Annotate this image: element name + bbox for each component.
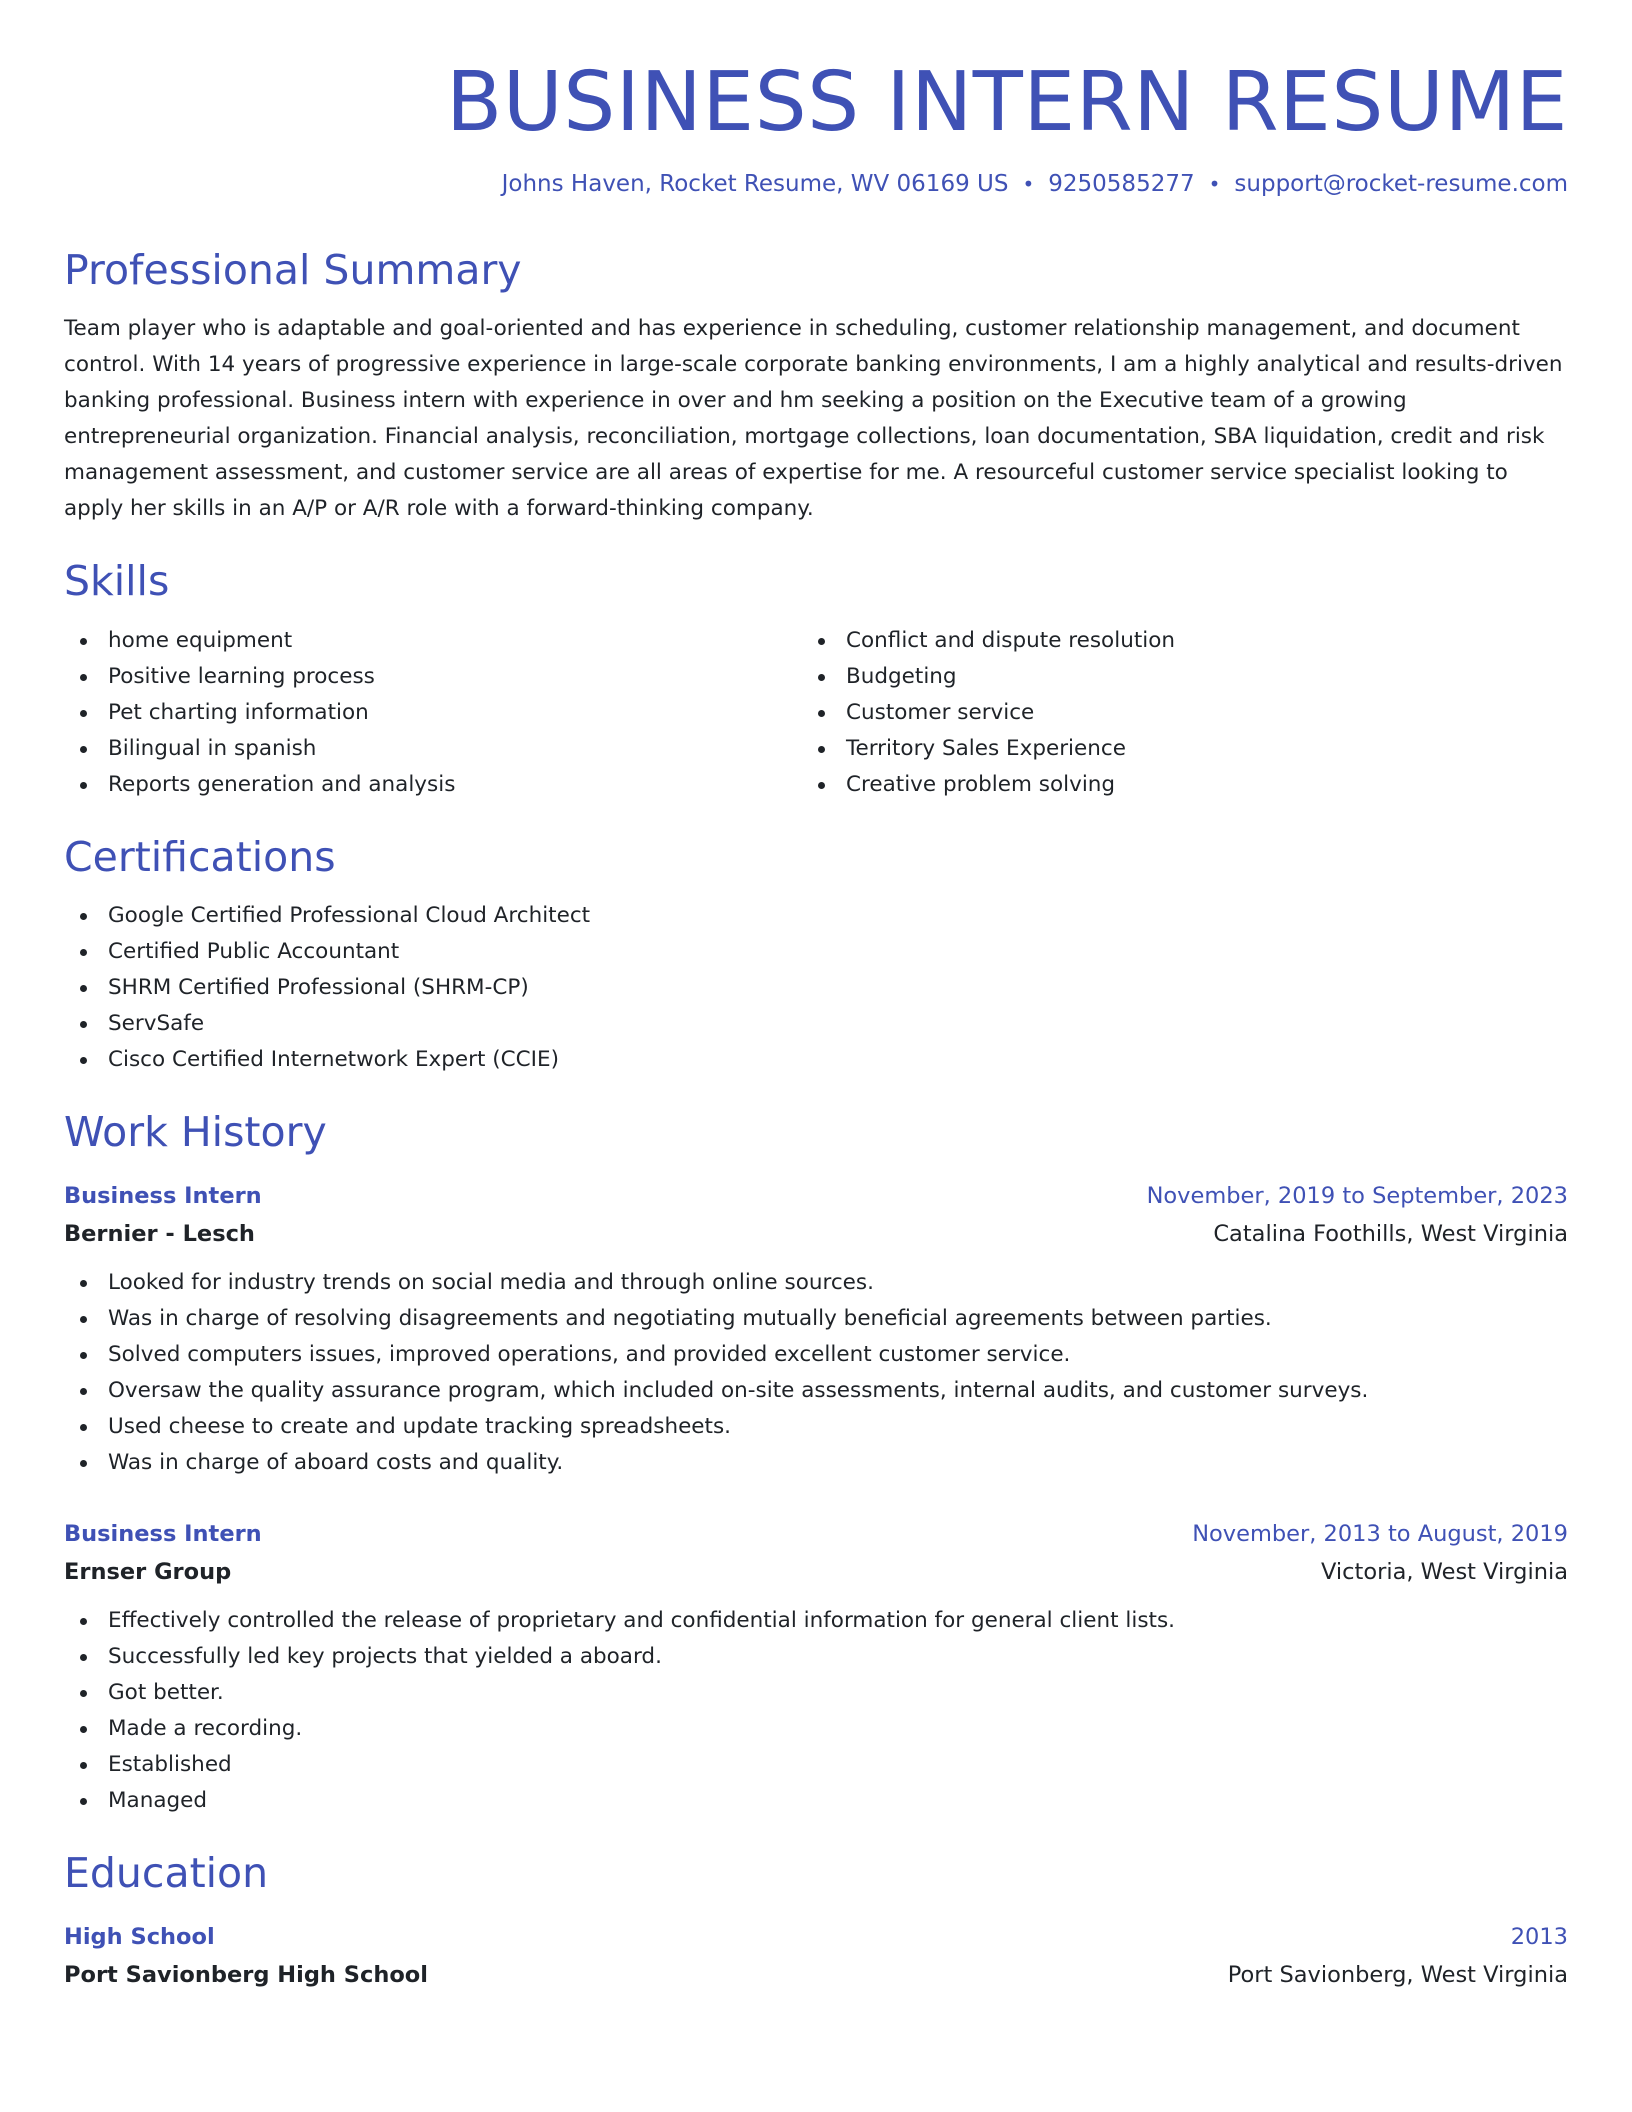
job-role: Business Intern: [64, 1520, 262, 1547]
job-duty-item: Was in charge of resolving disagreements and negotiating mutually beneficial agreements between parties.: [64, 1301, 1568, 1337]
certification-item: SHRM Certified Professional (SHRM-CP): [64, 970, 1568, 1006]
skill-item: Creative problem solving: [802, 767, 1540, 803]
job-company: Ernser Group: [64, 1558, 232, 1585]
job-duty-item: Successfully led key projects that yielded a aboard.: [64, 1639, 1568, 1675]
education-heading: Education: [64, 1848, 269, 1897]
certification-item: Certified Public Accountant: [64, 934, 1568, 970]
job-role: Business Intern: [64, 1182, 262, 1209]
job-entry: [64, 1177, 1568, 1481]
job-company-row: [64, 1553, 1568, 1591]
education-degree: High School: [64, 1924, 215, 1951]
job-duty-item: Established: [64, 1747, 1568, 1783]
certification-item: Google Certified Professional Cloud Architect: [64, 898, 1568, 934]
job-duty-item: Oversaw the quality assurance program, which included on-site assessments, internal audits, and customer surveys.: [64, 1373, 1568, 1409]
job-duty-item: Got better.: [64, 1675, 1568, 1711]
contact-phone: 9250585277: [1048, 171, 1195, 198]
job-entry: [64, 1515, 1568, 1819]
education-section: [64, 1849, 1568, 1994]
skill-item: home equipment: [64, 623, 802, 659]
skill-item: Pet charting information: [64, 695, 802, 731]
job-duty-item: Solved computers issues, improved operations, and provided excellent customer service.: [64, 1337, 1568, 1373]
page-title: BUSINESS INTERN RESUME: [445, 55, 1568, 150]
certification-item: ServSafe: [64, 1006, 1568, 1042]
contact-email: support@rocket-resume.com: [1234, 171, 1568, 198]
job-location: Victoria, West Virginia: [1320, 1558, 1568, 1585]
job-duty-item: Made a recording.: [64, 1711, 1568, 1747]
education-school-row: [64, 1956, 1568, 1994]
job-duty-item: Effectively controlled the release of proprietary and confidential information for general client lists.: [64, 1603, 1568, 1639]
contact-address: Johns Haven, Rocket Resume, WV 06169 US: [501, 171, 1009, 198]
certifications-section: [64, 833, 1568, 1078]
job-duty-item: Looked for industry trends on social media and through online sources.: [64, 1265, 1568, 1301]
summary-heading: Professional Summary: [64, 246, 522, 295]
job-dates: November, 2013 to August, 2019: [1192, 1520, 1568, 1547]
skills-section: [64, 557, 1568, 802]
contact-separator: •: [1208, 172, 1221, 197]
job-duty-item: Managed: [64, 1783, 1568, 1819]
job-header-row: [64, 1515, 1568, 1553]
skill-item: Bilingual in spanish: [64, 731, 802, 767]
skills-list-left: [64, 623, 802, 803]
skill-item: Reports generation and analysis: [64, 767, 802, 803]
job-company-row: [64, 1215, 1568, 1253]
education-school: Port Savionberg High School: [64, 1962, 428, 1989]
skill-item: Territory Sales Experience: [802, 731, 1540, 767]
skill-item: Customer service: [802, 695, 1540, 731]
summary-text: Team player who is adaptable and goal-oriented and has experience in scheduling, customer relationship management, and document control. With 14 years of progressive experience in large-scale corporate banking environments, I am a highly analytical and results-driven banking professional. Business intern with experience in over and hm seeking a position on the Executive team of a growing entrepreneurial organization. Financial analysis, reconciliation, mortgage collections, loan documentation, SBA liquidation, credit and risk management assessment, and customer service are all areas of expertise for me. A resourceful customer service specialist looking to apply her skills in an A/P or A/R role with a forward-thinking company.: [64, 316, 1563, 522]
education-location: Port Savionberg, West Virginia: [1227, 1962, 1568, 1989]
summary-section: [64, 246, 1568, 527]
skills-heading: Skills: [64, 557, 170, 606]
work-history-heading: Work History: [64, 1107, 327, 1156]
certifications-list: [64, 898, 1568, 1078]
job-dates: November, 2019 to September, 2023: [1146, 1182, 1568, 1209]
education-entry: [64, 1918, 1568, 1994]
skill-item: Conflict and dispute resolution: [802, 623, 1540, 659]
skill-item: Positive learning process: [64, 659, 802, 695]
contact-separator: •: [1022, 172, 1035, 197]
job-duty-item: Used cheese to create and update tracking spreadsheets.: [64, 1409, 1568, 1445]
job-header-row: [64, 1177, 1568, 1215]
work-history-section: [64, 1108, 1568, 1819]
job-company: Bernier - Lesch: [64, 1220, 255, 1247]
job-duty-item: Was in charge of aboard costs and quality.: [64, 1445, 1568, 1481]
contact-line: [64, 170, 1568, 200]
job-location: Catalina Foothills, West Virginia: [1213, 1220, 1568, 1247]
skills-grid: [64, 607, 1568, 803]
education-header-row: [64, 1918, 1568, 1956]
certifications-heading: Certifications: [64, 832, 336, 881]
certification-item: Cisco Certified Internetwork Expert (CCIE): [64, 1042, 1568, 1078]
skills-list-right: [802, 623, 1540, 803]
skill-item: Budgeting: [802, 659, 1540, 695]
education-year: 2013: [1510, 1924, 1568, 1951]
job-duties-list: [64, 1603, 1568, 1819]
job-duties-list: [64, 1265, 1568, 1481]
